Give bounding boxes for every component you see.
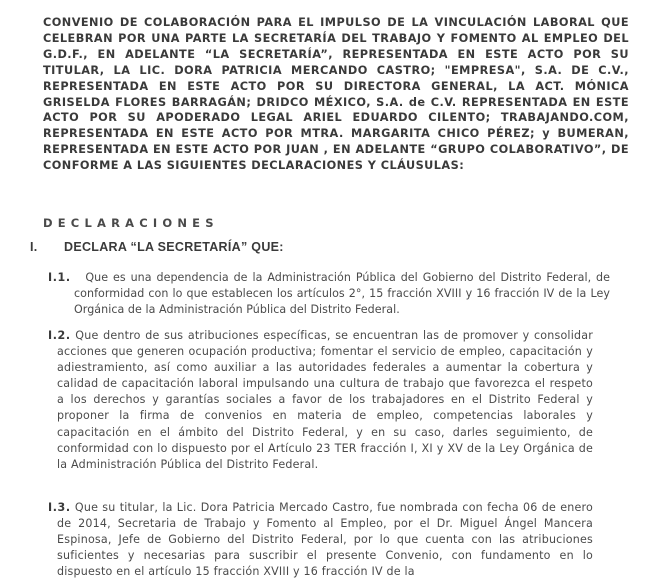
declara-title: DECLARA “LA SECRETARÍA” QUE:	[64, 240, 284, 254]
section-heading-declaraciones: DECLARACIONES	[43, 216, 219, 230]
clause-text: Que su titular, la Lic. Dora Patricia Mercado Castro, fue nombrada con fecha 06 de enero de 2014, Secretaria de Trabajo y Fomento al Empleo, por el Dr. Miguel Ángel Mancera Espinosa, Jefe de Gobierno del Distrito Federal, por lo que cuenta con las atribuciones suficientes y necesarias para suscribir el presente Convenio, con fundamento en lo dispuesto en el artículo 15 fracción XVIII y 16 fracción IV de la	[57, 501, 593, 579]
declara-heading	[30, 240, 284, 254]
clause-number: I.3.	[48, 501, 71, 514]
agreement-intro-paragraph: CONVENIO DE COLABORACIÓN PARA EL IMPULSO DE LA VINCULACIÓN LABORAL QUE CELEBRAN POR UNA PARTE LA SECRETARÍA DEL TRABAJO Y FOMENTO AL EMPLEO DEL G.D.F., EN ADELANTE “LA SECRETARÍA”, REPRESENTADA EN ESTE ACTO POR SU TITULAR, LA LIC. DORA PATRICIA MERCANDO CASTRO; "EMPRESA", S.A. DE C.V., REPRESENTADA EN ESTE ACTO POR SU DIRECTORA GENERAL, LA ACT. MÓNICA GRISELDA FLORES BARRAGÁN; DRIDCO MÉXICO, S.A. de C.V. REPRESENTADA EN ESTE ACTO POR SU APODERADO LEGAL ARIEL EDUARDO CILENTO; TRABAJANDO.COM, REPRESENTADA EN ESTE ACTO POR MTRA. MARGARITA CHICO PÉREZ; y BUMERAN, REPRESENTADA EN ESTE ACTO POR JUAN , EN ADELANTE “GRUPO COLABORATIVO”, DE CONFORME A LAS SIGUIENTES DECLARACIONES Y CLÁUSULAS:	[43, 16, 629, 173]
clause-text: Que dentro de sus atribuciones específicas, se encuentran las de promover y consolidar acciones que generen ocupación productiva; fomentar el servicio de empleo, capacitación y adiestramiento, así como auxiliar a las autoridades federales a aumentar la cobertura y calidad de capacitación laboral impulsando una cultura de trabajo que favorezca el respeto a los derechos y garantías sociales a favor de los trabajadores en el Distrito Federal y proponer la firma de convenios en materia de empleo, competencias laborales y capacitación en el ámbito del Distrito Federal, y en su caso, darles seguimiento, de conformidad con lo dispuesto por el Artículo 23 TER fracción I, XI y XV de la Ley Orgánica de la Administración Pública del Distrito Federal.	[57, 329, 593, 471]
clause-i-3	[48, 500, 593, 580]
declara-number: I.	[30, 240, 38, 254]
clause-number: I.2.	[48, 329, 71, 342]
clause-number: I.1.	[48, 271, 71, 284]
clause-i-1	[48, 270, 610, 318]
clause-i-2	[48, 328, 593, 473]
clause-text: Que es una dependencia de la Administración Pública del Gobierno del Distrito Federal, de conformidad con lo que establecen los artículos 2°, 15 fracción XVIII y 16 fracción IV de la Ley Orgánica de la Administración Pública del Distrito Federal.	[74, 271, 611, 317]
